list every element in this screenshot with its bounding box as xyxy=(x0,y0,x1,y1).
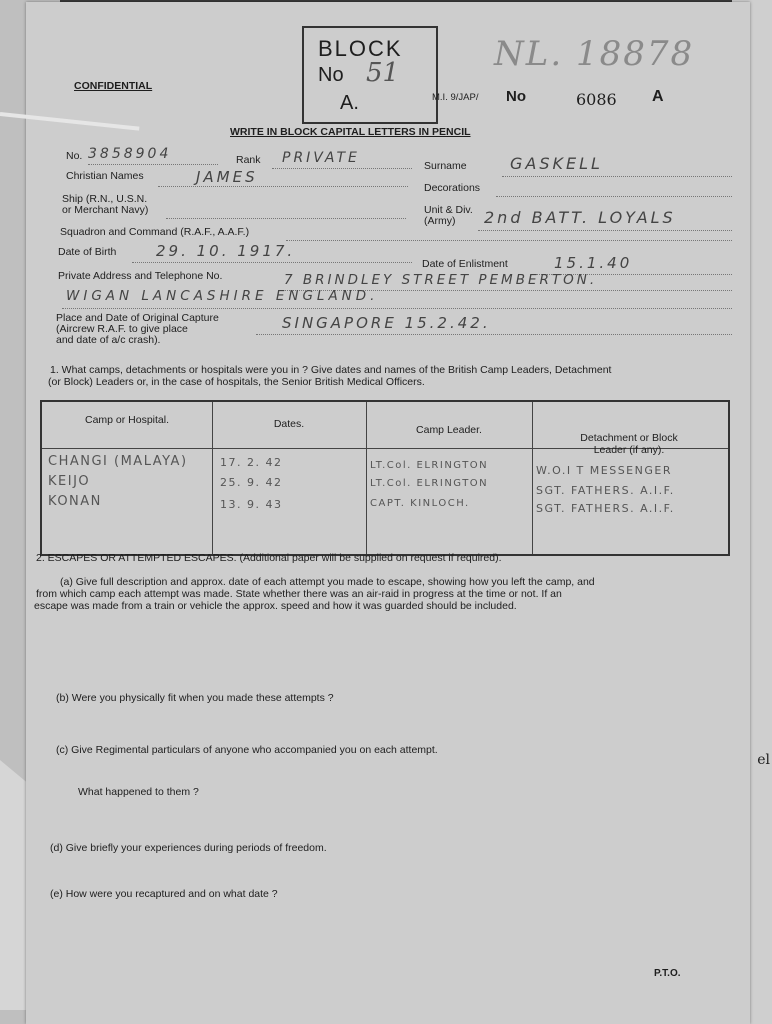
pto-label: P.T.O. xyxy=(654,968,681,979)
table-row-3-date: 13. 9. 43 xyxy=(220,498,283,511)
question-2a-line2: from which camp each attempt was made. State whether there was an air-raid in progress at the time or not. If an xyxy=(36,588,562,600)
header-dates: Dates. xyxy=(273,418,305,430)
table-row-2-leader: LT.Col. ELRINGTON xyxy=(370,478,489,489)
edge-text: el xyxy=(757,752,770,768)
header-camp: Camp or Hospital. xyxy=(84,414,170,426)
rank-value: PRIVATE xyxy=(282,150,360,166)
question-1-line1: 1. What camps, detachments or hospitals were you in ? Give dates and names of the British Camp Leaders, Detachment xyxy=(50,364,612,376)
table-row-1-camp: CHANGI (MALAYA) xyxy=(48,454,188,469)
form-sheet xyxy=(26,2,750,1024)
no-field-value: 3858904 xyxy=(88,146,172,162)
nl-number: NL. 18878 xyxy=(494,34,695,74)
block-line1: BLOCK xyxy=(318,36,403,61)
capture-label-1: Place and Date of Original Capture xyxy=(56,312,219,324)
header-detachment-2: Leader (if any). xyxy=(593,444,665,456)
question-1-line2: (or Block) Leaders or, in the case of hospitals, the Senior British Medical Officers. xyxy=(48,376,425,388)
table-row-3-leader: CAPT. KINLOCH. xyxy=(370,498,470,509)
question-2c-followup: What happened to them ? xyxy=(78,786,199,798)
question-2e: (e) How were you recaptured and on what date ? xyxy=(50,888,278,900)
christian-label: Christian Names xyxy=(66,170,144,182)
decorations-label: Decorations xyxy=(424,182,481,194)
question-2a-line1: (a) Give full description and approx. date of each attempt you made to escape, showing how you left the camp, and xyxy=(60,576,595,588)
christian-value: JAMES xyxy=(196,168,258,186)
unit-value: 2nd BATT. LOYALS xyxy=(484,208,676,227)
table-row-3-camp: KONAN xyxy=(48,494,102,509)
table-row-1-date: 17. 2. 42 xyxy=(220,456,283,469)
block-number: 51 xyxy=(366,58,400,88)
block-line3: A. xyxy=(340,92,359,114)
block-stamp xyxy=(302,26,438,124)
ship-label-2: or Merchant Navy) xyxy=(62,204,149,216)
table-row-3-detachment: SGT. FATHERS. A.I.F. xyxy=(536,502,675,515)
table-row-2-date: 25. 9. 42 xyxy=(220,476,283,489)
block-line2: No xyxy=(318,64,344,86)
form-letter: A xyxy=(652,88,664,105)
question-2-heading: 2. ESCAPES OR ATTEMPTED ESCAPES. (Additional paper will be supplied on request if required). xyxy=(36,552,502,564)
enlistment-value: 15.1.40 xyxy=(554,254,633,272)
confidential-label: CONFIDENTIAL xyxy=(74,80,153,92)
rank-label: Rank xyxy=(236,154,261,166)
dob-label: Date of Birth xyxy=(58,246,117,258)
surname-label: Surname xyxy=(424,160,467,172)
question-2d: (d) Give briefly your experiences during periods of freedom. xyxy=(50,842,327,854)
enlistment-label: Date of Enlistment xyxy=(422,258,508,270)
ship-label-1: Ship (R.N., U.S.N. xyxy=(62,193,148,205)
question-2a-line3: escape was made from a train or vehicle the approx. speed and how it was guarded should be included. xyxy=(34,600,517,612)
table-row-2-detachment: SGT. FATHERS. A.I.F. xyxy=(536,484,675,497)
address-value-2: WIGAN LANCASHIRE ENGLAND. xyxy=(66,288,379,304)
camps-table xyxy=(40,400,730,556)
table-row-1-detachment: W.O.I T MESSENGER xyxy=(536,464,672,477)
mi-label: M.I. 9/JAP/ xyxy=(432,92,479,103)
dob-value: 29. 10. 1917. xyxy=(156,242,296,260)
instruction-text: WRITE IN BLOCK CAPITAL LETTERS IN PENCIL xyxy=(230,126,471,138)
no-field-label: No. xyxy=(66,150,83,162)
unit-label-2: (Army) xyxy=(424,215,456,227)
squadron-label: Squadron and Command (R.A.F., A.A.F.) xyxy=(60,226,250,238)
capture-value: SINGAPORE 15.2.42. xyxy=(282,314,491,332)
header-detachment-1: Detachment or Block xyxy=(580,432,678,444)
capture-label-2: (Aircrew R.A.F. to give place xyxy=(56,323,188,335)
address-value-1: 7 BRINDLEY STREET PEMBERTON. xyxy=(284,272,598,288)
table-row-1-leader: LT.Col. ELRINGTON xyxy=(370,460,489,471)
form-number: 6086 xyxy=(576,90,617,109)
question-2b: (b) Were you physically fit when you made these attempts ? xyxy=(56,692,334,704)
address-label: Private Address and Telephone No. xyxy=(58,270,223,282)
question-2c: (c) Give Regimental particulars of anyone who accompanied you on each attempt. xyxy=(56,744,438,756)
unit-label-1: Unit & Div. xyxy=(424,204,473,216)
table-row-2-camp: KEIJO xyxy=(48,474,91,489)
no-label: No xyxy=(506,88,526,105)
header-leader: Camp Leader. xyxy=(416,424,482,436)
surname-value: GASKELL xyxy=(510,154,603,173)
capture-label-3: and date of a/c crash). xyxy=(56,334,161,346)
